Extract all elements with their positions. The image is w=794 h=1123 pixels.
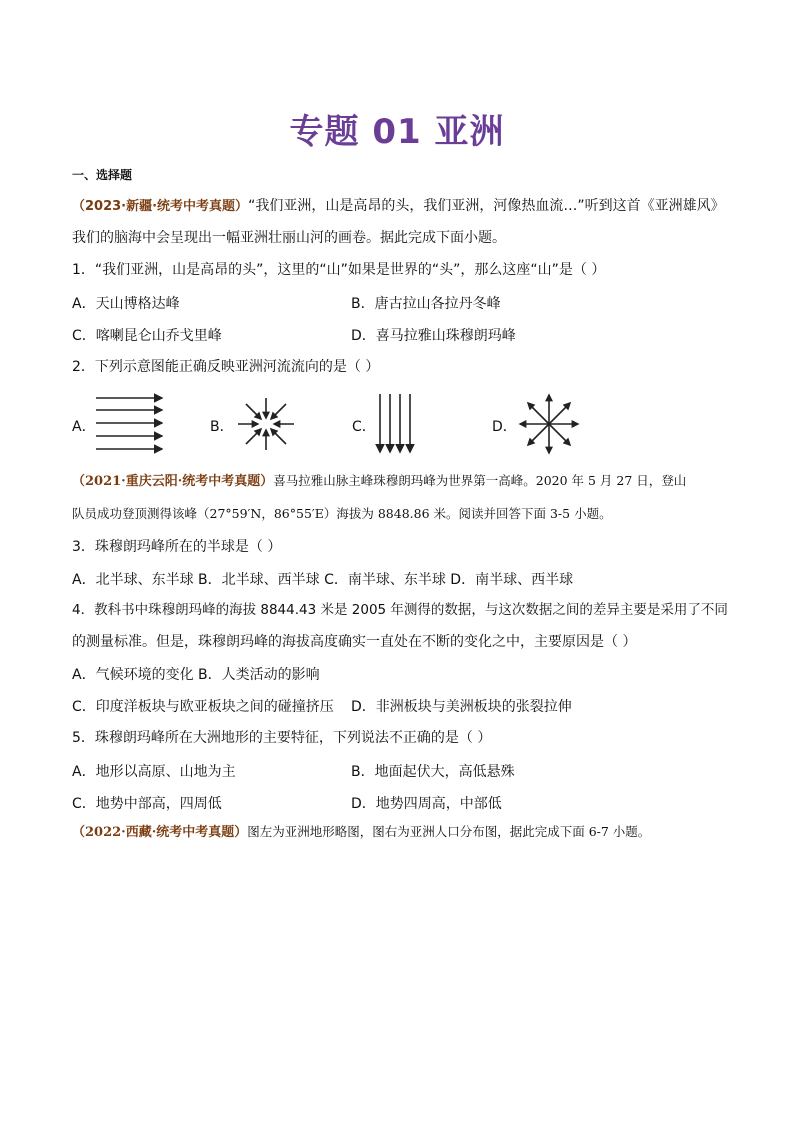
q4-option-d[interactable]: D．非洲板块与美洲板块的张裂拉伸	[351, 699, 572, 715]
question-4-stem-line2: 的测量标准。但是，珠穆朗玛峰的海拔高度确实一直处在不断的变化之中，主要原因是（ ）	[72, 634, 637, 650]
page-title: 专题 01 亚洲	[289, 112, 505, 152]
q1-option-a[interactable]: A．天山博格达峰	[72, 296, 180, 312]
group1-intro-line2: 我们的脑海中会呈现出一幅亚洲壮丽山河的画卷。据此完成下面小题。	[72, 230, 506, 246]
q5-option-d[interactable]: D．地势四周高，中部低	[351, 796, 502, 812]
intro-text: “我们亚洲，山是高昂的头，我们亚洲，河像热血流…”听到这首《亚洲雄风》	[248, 198, 725, 214]
source-tag: （2021·重庆云阳·统考中考真题）	[72, 474, 274, 489]
converging-arrows-diagram-b[interactable]	[236, 396, 296, 452]
q5-option-c[interactable]: C．地势中部高，四周低	[72, 796, 222, 812]
q2-option-b[interactable]: B．	[210, 419, 234, 435]
group2-intro-line2: 队员成功登顶测得该峰（27°59′N，86°55′E）海拔为 8848.86 米。阅读并回答下面 3-5 小题。	[72, 506, 612, 521]
q2-option-c[interactable]: C．	[352, 419, 376, 435]
q4-options-ab[interactable]: A．气候环境的变化 B．人类活动的影响	[72, 667, 320, 683]
group1-intro	[72, 196, 725, 217]
q1-option-c[interactable]: C．喀喇昆仑山乔戈里峰	[72, 328, 222, 344]
intro-text: 喜马拉雅山脉主峰珠穆朗玛峰为世界第一高峰。2020 年 5 月 27 日，登山	[273, 473, 687, 488]
parallel-arrows-diagram-a[interactable]	[94, 392, 166, 454]
q2-option-a[interactable]: A．	[72, 419, 96, 435]
q1-option-b[interactable]: B．唐古拉山各拉丹冬峰	[351, 296, 501, 312]
q1-option-d[interactable]: D．喜马拉雅山珠穆朗玛峰	[351, 328, 516, 344]
question-1-stem: 1．“我们亚洲，山是高昂的头”，这里的“山”如果是世界的“头”，那么这座“山”是（ ）	[72, 262, 606, 278]
question-5-stem: 5．珠穆朗玛峰所在大洲地形的主要特征，下列说法不正确的是（ ）	[72, 730, 492, 746]
q2-option-d[interactable]: D．	[492, 419, 517, 435]
source-tag: （2022·西藏·统考中考真题）	[72, 825, 248, 840]
question-2-stem: 2．下列示意图能正确反映亚洲河流流向的是（ ）	[72, 359, 380, 375]
q4-option-c[interactable]: C．印度洋板块与欧亚板块之间的碰撞挤压	[72, 699, 334, 715]
q5-option-a[interactable]: A．地形以高原、山地为主	[72, 764, 236, 780]
section-heading: 一、选择题	[72, 168, 133, 182]
question-3-stem: 3．珠穆朗玛峰所在的半球是（ ）	[72, 539, 282, 555]
source-tag: （2023·新疆·统考中考真题）	[72, 199, 249, 214]
q5-option-b[interactable]: B．地面起伏大，高低悬殊	[351, 764, 515, 780]
intro-text: 图左为亚洲地形略图，图右为亚洲人口分布图，据此完成下面 6-7 小题。	[247, 824, 651, 839]
question-4-stem: 4．教科书中珠穆朗玛峰的海拔 8844.43 米是 2005 年测得的数据，与这次数据之间的差异主要是采用了不同	[72, 602, 728, 618]
radiating-arrows-diagram-d[interactable]	[516, 392, 582, 456]
group3-intro	[72, 822, 650, 843]
group2-intro	[72, 471, 686, 492]
vertical-arrows-diagram-c[interactable]	[374, 392, 418, 458]
q3-options[interactable]: A．北半球、东半球 B．北半球、西半球 C．南半球、东半球 D．南半球、西半球	[72, 572, 574, 588]
